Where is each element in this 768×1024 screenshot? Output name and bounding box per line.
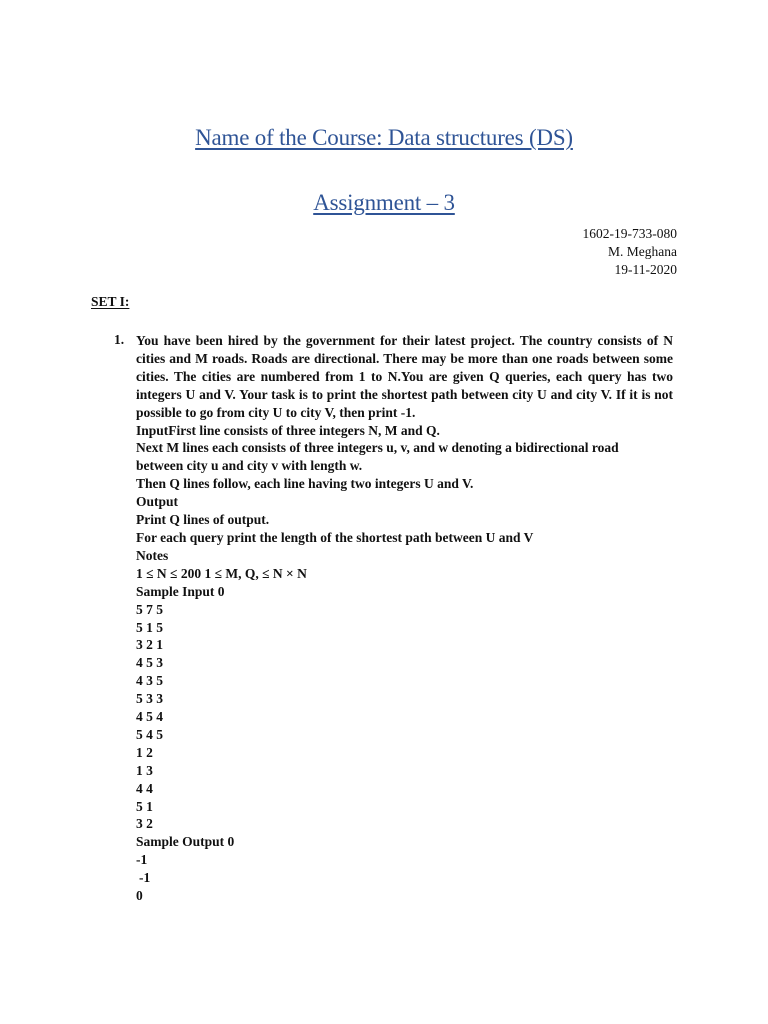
sample-input-line: 5 3 3 [136,691,163,707]
sample-input-line: 5 1 5 [136,619,163,635]
question-line: Next M lines each consists of three integers u, v, and w denoting a bidirectional road [136,440,619,456]
sample-input-line: 1 3 [136,762,153,778]
question-line: Sample Output 0 [136,834,235,850]
student-info [583,225,678,279]
sample-input-line: 4 5 4 [136,709,163,725]
roll-number: 1602-19-733-080 [582,226,677,241]
sample-input-line: 1 2 [136,744,153,760]
question-line: between city u and city v with length w. [136,458,363,474]
sample-input-line: 3 2 [136,816,153,832]
submission-date: 19-11-2020 [614,262,677,277]
question-paragraph: You have been hired by the government for their latest project. The country consists of N cities and M roads. Roads are directional. There may be more than one roads between some cities. The cities are numbered from 1 to N.You are given Q queries, each query has two integers U and V. Your task is to print the shortest path between city U and city V. If it is not possible to go from city U to city V, then print -1. [136,333,673,420]
sample-input-line: 3 2 1 [136,637,163,653]
sample-input-line: 4 3 5 [136,673,163,689]
student-name: M. Meghana [608,244,677,259]
question-line: Then Q lines follow, each line having two integers U and V. [136,476,474,492]
question-number: 1. [114,332,125,347]
set-heading: SET I: [91,294,130,309]
sample-input-line: 5 1 [136,798,153,814]
course-title: Name of the Course: Data structures (DS) [195,125,573,150]
sample-input-line: 5 7 5 [136,601,163,617]
sample-output-line: -1 [139,870,151,886]
question-line: Notes [136,547,169,563]
question-line: Sample Input 0 [136,583,225,599]
question-body [136,332,673,905]
sample-input-line: 4 4 [136,780,153,796]
question-line: Print Q lines of output. [136,512,270,528]
sample-input-line: 4 5 3 [136,655,163,671]
question-line: For each query print the length of the shortest path between U and V [136,529,534,545]
sample-output-line: 0 [136,888,143,904]
question-line: Output [136,494,179,510]
question-line: InputFirst line consists of three integers N, M and Q. [136,422,440,438]
assignment-title: Assignment – 3 [313,190,455,215]
sample-output-line: -1 [136,852,148,868]
question-line: 1 ≤ N ≤ 200 1 ≤ M, Q, ≤ N × N [136,565,307,581]
sample-input-line: 5 4 5 [136,726,163,742]
